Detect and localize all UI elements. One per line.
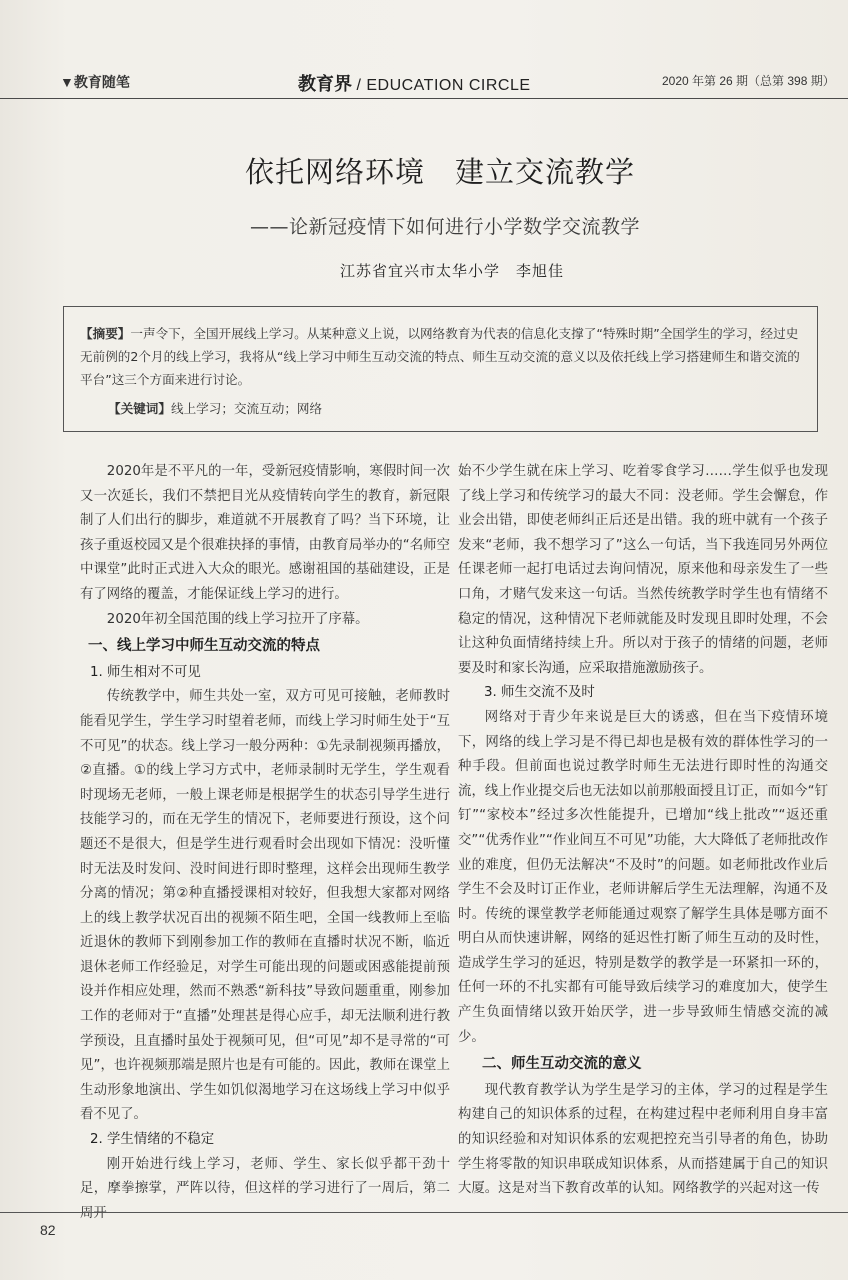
paragraph: 始不少学生就在床上学习、吃着零食学习……学生似乎也发现了线上学习和传统学习的最大不同：没老师。学生会懈怠，作业会出错，即使老师纠正后还是出错。我的班中就有一个孩子发来“老师，我不想学习了”这么一句话，当下我连同另外两位任课老师一起打电话过去询问情况，原来他和母亲发生了一些口角，才赌气发来这一句话。当然传统教学时学生也有情绪不稳定的情况，这种情况下老师就能及时发现且即时处理，不会让这种负面情绪持续上升。所以对于孩子的情绪的问题，老师要及时和家长沟通，应采取措施激励孩子。 [458,464,828,676]
magazine-title [298,70,531,96]
section-heading: 一、线上学习中师生互动交流的特点 [88,638,320,655]
paragraph: 网络对于青少年来说是巨大的诱惑，但在当下疫情环境下，网络的线上学习是不得已却也是极有效的群体性学习的一种手段。但前面也说过教学时师生无法进行即时性的沟通交流，线上作业提交后也无法如以前那般面授且订正，而如今“钉钉”“家校本”经过多次性能提升，已增加“线上批改”“返还重交”“优秀作业”“作业间互不可见”功能，大大降低了老师批改作业的难度，但仍无法解决“不及时”的问题。如老师批改作业后学生不会及时订正作业，老师讲解后学生无法理解，沟通不及时。传统的课堂教学老师能通过观察了解学生具体是哪方面不明白从而快速讲解，网络的延迟性打断了师生互动的及时性，造成学生学习的延迟，特别是数学的教学是一环紧扣一环的，任何一环的不扎实都有可能导致后续学习的难度加大，使学生产生负面情绪以致开始厌学，进一步导致师生情感交流的减少。 [458,709,828,1045]
right-column [458,460,828,1202]
section-label: ▼教育随笔 [60,74,130,90]
paragraph: 刚开始进行线上学习，老师、学生、家长似乎都干劲十足，摩拳擦掌，严阵以待，但这样的学习进行了一周后，第二周开 [80,1156,450,1221]
abstract [80,322,800,391]
author-line: 江苏省宜兴市太华小学 李旭佳 [340,262,565,280]
abstract-text: 一声令下，全国开展线上学习。从某种意义上说，以网络教育为代表的信息化支撑了“特殊时期”全国学生的学习，经过史无前例的2个月的线上学习，我将从“线上学习中师生互动交流的特点、师生互动交流的意义以及依托线上学习搭建师生和谐交流的平台”这三个方面来进行讨论。 [80,326,800,387]
keywords-label: 【关键词】 [108,401,171,416]
subsection-heading: 1. 师生相对不可见 [90,664,201,680]
magazine-name-en: / EDUCATION CIRCLE [356,77,531,94]
keywords [108,398,788,417]
keywords-text: 线上学习；交流互动；网络 [170,401,323,416]
paragraph: 2020年初全国范围的线上学习拉开了序幕。 [106,611,369,627]
running-header [0,62,848,99]
footer-rule [0,1212,848,1213]
article-title: 依托网络环境 建立交流教学 [244,155,635,189]
section-heading: 二、师生互动交流的意义 [482,1056,642,1073]
magazine-name: 教育界 [298,74,352,94]
paragraph: 现代教育教学认为学生是学习的主体，学习的过程是学生构建自己的知识体系的过程，在构建过程中老师利用自身丰富的知识经验和对知识体系的宏观把控充当引导者的角色，协助学生将零散的知识串联成知识体系，从而搭建属于自己的知识大厦。这是对当下教育改革的认知。网络教学的兴起对这一传 [458,1082,828,1197]
subsection-heading: 3. 师生交流不及时 [484,685,595,701]
page-number: 82 [40,1222,56,1238]
issue-info: 2020 年第 26 期（总第 398 期） [662,74,835,88]
abstract-label: 【摘要】 [80,326,131,341]
paragraph: 2020年是不平凡的一年，受新冠疫情影响，寒假时间一次又一次延长，我们不禁把目光从疫情转向学生的教育，新冠限制了人们出行的脚步，难道就不开展教育了吗？当下环境，让孩子重返校园又是个很难抉择的事情，由教育局举办的“名师空中课堂”此时正式进入大众的眼光。感谢祖国的基础建设，正是有了网络的覆盖，才能保证线上学习的进行。 [80,464,450,602]
subsection-heading: 2. 学生情绪的不稳定 [90,1132,215,1148]
article-subtitle: ——论新冠疫情下如何进行小学数学交流教学 [250,216,641,238]
paragraph: 传统教学中，师生共处一室，双方可见可接触，老师教时能看见学生，学生学习时望着老师，而线上学习时师生处于“互不可见”的状态。线上学习一般分两种：①先录制视频再播放，②直播。①的线上学习方式中，老师录制时无学生，学生观看时现场无老师，一般上课老师是根据学生的状态引导学生进行技能学习的，而在无学生的情况下，老师要进行预设，这个问题还不是很大，但是学生进行观看时会出现如下情况：没听懂时无法及时发问、没时间进行即时整理，这样会出现师生教学分离的情况；第②种直播授课相对较好，但我想大家都对网络上的线上教学状况百出的视频不陌生吧，全国一线教师上至临近退休的教师下到刚参加工作的教师在直播时状况不断，临近退休老师工作经验足，对学生可能出现的问题或困惑能提前预设并作相应处理，然而不熟悉“新科技”导致问题重重，刚参加工作的老师对于“直播”处理甚是得心应手，却无法顺利进行教学预设，且直播时虽处于视频可见，但“可见”却不是寻常的“可见”，也许视频那端是照片也是有可能的。因此，教师在课堂上生动形象地演出、学生如饥似渴地学习在这场线上学习中似乎看不见了。 [80,689,450,1123]
left-column [80,460,450,1226]
